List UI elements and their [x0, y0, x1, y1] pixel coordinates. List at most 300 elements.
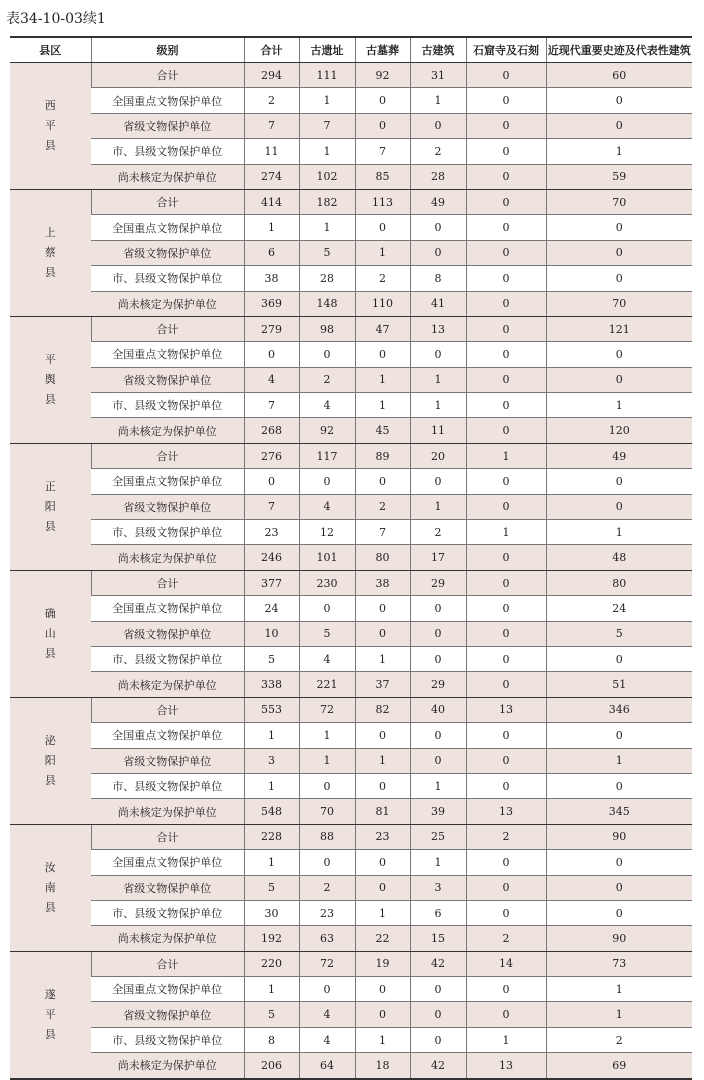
value-cell: 63	[299, 926, 355, 951]
value-cell: 85	[355, 164, 410, 189]
county-cell	[10, 316, 91, 443]
value-cell: 24	[546, 596, 692, 621]
value-cell: 2	[355, 494, 410, 519]
value-cell: 0	[546, 469, 692, 494]
table-row	[10, 951, 692, 976]
value-cell: 14	[466, 951, 546, 976]
value-cell: 3	[244, 748, 299, 773]
value-cell: 2	[466, 824, 546, 849]
value-cell: 221	[299, 672, 355, 697]
value-cell: 1	[299, 88, 355, 113]
value-cell: 230	[299, 570, 355, 595]
header-row	[10, 37, 692, 63]
value-cell: 48	[546, 545, 692, 570]
value-cell: 51	[546, 672, 692, 697]
table-row	[10, 63, 692, 88]
value-cell: 4	[299, 494, 355, 519]
value-cell: 12	[299, 520, 355, 545]
value-cell: 345	[546, 799, 692, 824]
value-cell: 1	[355, 748, 410, 773]
value-cell: 1	[410, 367, 466, 392]
value-cell: 102	[299, 164, 355, 189]
value-cell: 0	[410, 977, 466, 1002]
value-cell: 7	[244, 393, 299, 418]
value-cell: 80	[546, 570, 692, 595]
value-cell: 0	[546, 850, 692, 875]
value-cell: 69	[546, 1053, 692, 1079]
county-cell	[10, 570, 91, 697]
value-cell: 41	[410, 291, 466, 316]
table-row	[10, 926, 692, 951]
value-cell: 0	[466, 63, 546, 88]
value-cell: 1	[244, 850, 299, 875]
table-body	[10, 63, 692, 1079]
value-cell: 23	[299, 900, 355, 925]
value-cell: 59	[546, 164, 692, 189]
table-row	[10, 621, 692, 646]
value-cell: 0	[410, 621, 466, 646]
value-cell: 90	[546, 824, 692, 849]
level-cell: 全国重点文物保护单位	[91, 88, 244, 113]
value-cell: 0	[410, 1027, 466, 1052]
value-cell: 82	[355, 697, 410, 722]
value-cell: 0	[466, 545, 546, 570]
table-row	[10, 850, 692, 875]
value-cell: 0	[355, 88, 410, 113]
value-cell: 0	[546, 900, 692, 925]
value-cell: 0	[546, 494, 692, 519]
value-cell: 0	[546, 342, 692, 367]
value-cell: 1	[299, 723, 355, 748]
value-cell: 13	[466, 799, 546, 824]
value-cell: 0	[299, 342, 355, 367]
table-row	[10, 189, 692, 214]
level-cell: 全国重点文物保护单位	[91, 215, 244, 240]
value-cell: 3	[410, 875, 466, 900]
value-cell: 0	[466, 367, 546, 392]
column-header: 古建筑	[410, 37, 466, 63]
value-cell: 0	[299, 850, 355, 875]
value-cell: 110	[355, 291, 410, 316]
level-cell: 尚未核定为保护单位	[91, 545, 244, 570]
table-row	[10, 443, 692, 468]
level-cell: 省级文物保护单位	[91, 748, 244, 773]
value-cell: 0	[466, 900, 546, 925]
value-cell: 369	[244, 291, 299, 316]
value-cell: 49	[410, 189, 466, 214]
value-cell: 5	[546, 621, 692, 646]
table-row	[10, 646, 692, 671]
value-cell: 0	[466, 850, 546, 875]
table-caption: 表34-10-03续1	[6, 11, 106, 27]
value-cell: 72	[299, 951, 355, 976]
value-cell: 80	[355, 545, 410, 570]
value-cell: 7	[355, 520, 410, 545]
table-row	[10, 977, 692, 1002]
value-cell: 0	[466, 570, 546, 595]
table-row	[10, 748, 692, 773]
table-row	[10, 393, 692, 418]
value-cell: 117	[299, 443, 355, 468]
value-cell: 0	[355, 850, 410, 875]
level-cell: 市、县级文物保护单位	[91, 646, 244, 671]
value-cell: 5	[299, 240, 355, 265]
county-name: 汝南县	[44, 860, 56, 914]
value-cell: 17	[410, 545, 466, 570]
value-cell: 81	[355, 799, 410, 824]
value-cell: 4	[244, 367, 299, 392]
value-cell: 0	[410, 723, 466, 748]
level-cell: 全国重点文物保护单位	[91, 342, 244, 367]
value-cell: 0	[355, 469, 410, 494]
county-name: 泌阳县	[44, 733, 56, 787]
level-cell: 全国重点文物保护单位	[91, 596, 244, 621]
level-cell: 全国重点文物保护单位	[91, 469, 244, 494]
table-row	[10, 139, 692, 164]
column-header: 近现代重要史迹及代表性建筑	[546, 37, 692, 63]
value-cell: 0	[299, 596, 355, 621]
table-row	[10, 1027, 692, 1052]
value-cell: 5	[244, 875, 299, 900]
value-cell: 47	[355, 316, 410, 341]
level-cell: 尚未核定为保护单位	[91, 291, 244, 316]
value-cell: 92	[299, 418, 355, 443]
value-cell: 0	[355, 621, 410, 646]
value-cell: 0	[355, 1002, 410, 1027]
value-cell: 0	[546, 88, 692, 113]
value-cell: 1	[355, 900, 410, 925]
value-cell: 7	[244, 494, 299, 519]
value-cell: 553	[244, 697, 299, 722]
value-cell: 0	[410, 240, 466, 265]
value-cell: 1	[299, 139, 355, 164]
county-name: 西平县	[44, 98, 56, 152]
value-cell: 89	[355, 443, 410, 468]
value-cell: 0	[410, 1002, 466, 1027]
level-cell: 尚未核定为保护单位	[91, 799, 244, 824]
value-cell: 1	[546, 1002, 692, 1027]
value-cell: 111	[299, 63, 355, 88]
level-cell: 市、县级文物保护单位	[91, 520, 244, 545]
value-cell: 0	[466, 139, 546, 164]
value-cell: 40	[410, 697, 466, 722]
statistics-table	[10, 36, 692, 1080]
value-cell: 0	[466, 1002, 546, 1027]
value-cell: 15	[410, 926, 466, 951]
level-cell: 合计	[91, 189, 244, 214]
value-cell: 0	[546, 723, 692, 748]
value-cell: 1	[546, 393, 692, 418]
value-cell: 279	[244, 316, 299, 341]
value-cell: 0	[546, 773, 692, 798]
table-row	[10, 545, 692, 570]
value-cell: 1	[410, 393, 466, 418]
county-name: 正阳县	[44, 479, 56, 533]
value-cell: 6	[244, 240, 299, 265]
value-cell: 101	[299, 545, 355, 570]
table-row	[10, 266, 692, 291]
value-cell: 192	[244, 926, 299, 951]
value-cell: 29	[410, 570, 466, 595]
value-cell: 0	[466, 393, 546, 418]
column-header: 石窟寺及石刻	[466, 37, 546, 63]
value-cell: 10	[244, 621, 299, 646]
table-row	[10, 900, 692, 925]
value-cell: 0	[355, 875, 410, 900]
value-cell: 5	[299, 621, 355, 646]
value-cell: 0	[466, 748, 546, 773]
value-cell: 0	[410, 215, 466, 240]
level-cell: 全国重点文物保护单位	[91, 723, 244, 748]
table-row	[10, 875, 692, 900]
value-cell: 64	[299, 1053, 355, 1079]
value-cell: 1	[410, 773, 466, 798]
value-cell: 2	[546, 1027, 692, 1052]
value-cell: 39	[410, 799, 466, 824]
value-cell: 1	[410, 88, 466, 113]
value-cell: 92	[355, 63, 410, 88]
value-cell: 18	[355, 1053, 410, 1079]
value-cell: 220	[244, 951, 299, 976]
value-cell: 0	[410, 646, 466, 671]
value-cell: 0	[546, 646, 692, 671]
value-cell: 1	[355, 393, 410, 418]
level-cell: 市、县级文物保护单位	[91, 773, 244, 798]
value-cell: 113	[355, 189, 410, 214]
value-cell: 268	[244, 418, 299, 443]
table-row	[10, 773, 692, 798]
value-cell: 0	[466, 164, 546, 189]
value-cell: 22	[355, 926, 410, 951]
value-cell: 4	[299, 646, 355, 671]
value-cell: 0	[466, 189, 546, 214]
value-cell: 548	[244, 799, 299, 824]
value-cell: 4	[299, 1027, 355, 1052]
level-cell: 尚未核定为保护单位	[91, 418, 244, 443]
table-row	[10, 596, 692, 621]
value-cell: 338	[244, 672, 299, 697]
value-cell: 1	[299, 215, 355, 240]
value-cell: 11	[244, 139, 299, 164]
value-cell: 8	[244, 1027, 299, 1052]
level-cell: 合计	[91, 316, 244, 341]
value-cell: 120	[546, 418, 692, 443]
table-row	[10, 240, 692, 265]
value-cell: 2	[355, 266, 410, 291]
value-cell: 1	[466, 443, 546, 468]
value-cell: 0	[466, 215, 546, 240]
value-cell: 0	[355, 773, 410, 798]
value-cell: 5	[244, 1002, 299, 1027]
value-cell: 0	[546, 215, 692, 240]
value-cell: 11	[410, 418, 466, 443]
value-cell: 49	[546, 443, 692, 468]
value-cell: 42	[410, 1053, 466, 1079]
value-cell: 1	[466, 1027, 546, 1052]
value-cell: 38	[244, 266, 299, 291]
level-cell: 省级文物保护单位	[91, 621, 244, 646]
level-cell: 省级文物保护单位	[91, 494, 244, 519]
table-row	[10, 520, 692, 545]
value-cell: 0	[410, 342, 466, 367]
value-cell: 70	[546, 189, 692, 214]
value-cell: 0	[244, 342, 299, 367]
value-cell: 182	[299, 189, 355, 214]
value-cell: 0	[466, 418, 546, 443]
value-cell: 0	[466, 88, 546, 113]
county-cell	[10, 824, 91, 951]
value-cell: 1	[355, 367, 410, 392]
value-cell: 0	[466, 316, 546, 341]
value-cell: 29	[410, 672, 466, 697]
value-cell: 0	[466, 875, 546, 900]
value-cell: 0	[466, 977, 546, 1002]
value-cell: 90	[546, 926, 692, 951]
table-row	[10, 672, 692, 697]
level-cell: 省级文物保护单位	[91, 875, 244, 900]
column-header: 县区	[10, 37, 91, 63]
county-name: 遂平县	[44, 987, 56, 1041]
column-header: 合计	[244, 37, 299, 63]
value-cell: 2	[466, 926, 546, 951]
table-row	[10, 1002, 692, 1027]
value-cell: 1	[244, 773, 299, 798]
value-cell: 1	[355, 1027, 410, 1052]
value-cell: 0	[355, 215, 410, 240]
level-cell: 市、县级文物保护单位	[91, 1027, 244, 1052]
value-cell: 0	[466, 113, 546, 138]
table-row	[10, 799, 692, 824]
value-cell: 7	[299, 113, 355, 138]
value-cell: 0	[410, 748, 466, 773]
value-cell: 0	[546, 875, 692, 900]
value-cell: 19	[355, 951, 410, 976]
level-cell: 市、县级文物保护单位	[91, 900, 244, 925]
value-cell: 0	[299, 977, 355, 1002]
value-cell: 98	[299, 316, 355, 341]
value-cell: 346	[546, 697, 692, 722]
value-cell: 0	[466, 723, 546, 748]
table-row	[10, 88, 692, 113]
value-cell: 0	[410, 596, 466, 621]
county-name: 上蔡县	[44, 225, 56, 279]
value-cell: 206	[244, 1053, 299, 1079]
value-cell: 1	[546, 977, 692, 1002]
county-name: 确山县	[44, 606, 56, 660]
table-row	[10, 1053, 692, 1079]
value-cell: 1	[546, 139, 692, 164]
level-cell: 尚未核定为保护单位	[91, 672, 244, 697]
value-cell: 25	[410, 824, 466, 849]
table-row	[10, 418, 692, 443]
value-cell: 13	[466, 1053, 546, 1079]
column-header: 级别	[91, 37, 244, 63]
value-cell: 31	[410, 63, 466, 88]
level-cell: 合计	[91, 697, 244, 722]
level-cell: 尚未核定为保护单位	[91, 164, 244, 189]
table-row	[10, 342, 692, 367]
value-cell: 28	[410, 164, 466, 189]
value-cell: 276	[244, 443, 299, 468]
column-header: 古墓葬	[355, 37, 410, 63]
value-cell: 1	[355, 240, 410, 265]
level-cell: 省级文物保护单位	[91, 367, 244, 392]
value-cell: 0	[299, 469, 355, 494]
column-header: 古遗址	[299, 37, 355, 63]
value-cell: 13	[466, 697, 546, 722]
value-cell: 0	[410, 113, 466, 138]
value-cell: 1	[546, 748, 692, 773]
value-cell: 30	[244, 900, 299, 925]
level-cell: 市、县级文物保护单位	[91, 266, 244, 291]
value-cell: 0	[546, 240, 692, 265]
value-cell: 72	[299, 697, 355, 722]
value-cell: 0	[355, 113, 410, 138]
value-cell: 2	[299, 367, 355, 392]
county-cell	[10, 951, 91, 1078]
county-cell	[10, 189, 91, 316]
value-cell: 7	[355, 139, 410, 164]
value-cell: 0	[466, 646, 546, 671]
value-cell: 13	[410, 316, 466, 341]
value-cell: 1	[244, 215, 299, 240]
value-cell: 294	[244, 63, 299, 88]
value-cell: 2	[244, 88, 299, 113]
value-cell: 0	[466, 469, 546, 494]
value-cell: 2	[410, 520, 466, 545]
value-cell: 1	[244, 723, 299, 748]
level-cell: 尚未核定为保护单位	[91, 1053, 244, 1079]
level-cell: 省级文物保护单位	[91, 1002, 244, 1027]
table-row	[10, 570, 692, 595]
value-cell: 228	[244, 824, 299, 849]
level-cell: 尚未核定为保护单位	[91, 926, 244, 951]
value-cell: 0	[466, 266, 546, 291]
value-cell: 38	[355, 570, 410, 595]
value-cell: 0	[244, 469, 299, 494]
value-cell: 0	[466, 672, 546, 697]
value-cell: 20	[410, 443, 466, 468]
value-cell: 8	[410, 266, 466, 291]
value-cell: 377	[244, 570, 299, 595]
value-cell: 1	[546, 520, 692, 545]
value-cell: 0	[466, 596, 546, 621]
value-cell: 274	[244, 164, 299, 189]
table-row	[10, 164, 692, 189]
table-row	[10, 215, 692, 240]
value-cell: 4	[299, 393, 355, 418]
value-cell: 246	[244, 545, 299, 570]
value-cell: 28	[299, 266, 355, 291]
level-cell: 全国重点文物保护单位	[91, 850, 244, 875]
value-cell: 148	[299, 291, 355, 316]
table-row	[10, 697, 692, 722]
value-cell: 0	[355, 596, 410, 621]
value-cell: 1	[244, 977, 299, 1002]
level-cell: 合计	[91, 63, 244, 88]
table-row	[10, 291, 692, 316]
level-cell: 市、县级文物保护单位	[91, 393, 244, 418]
level-cell: 省级文物保护单位	[91, 113, 244, 138]
value-cell: 121	[546, 316, 692, 341]
level-cell: 省级文物保护单位	[91, 240, 244, 265]
value-cell: 0	[355, 342, 410, 367]
value-cell: 0	[546, 113, 692, 138]
county-name: 平舆县	[44, 352, 56, 406]
table-row	[10, 469, 692, 494]
table-row	[10, 723, 692, 748]
value-cell: 70	[546, 291, 692, 316]
